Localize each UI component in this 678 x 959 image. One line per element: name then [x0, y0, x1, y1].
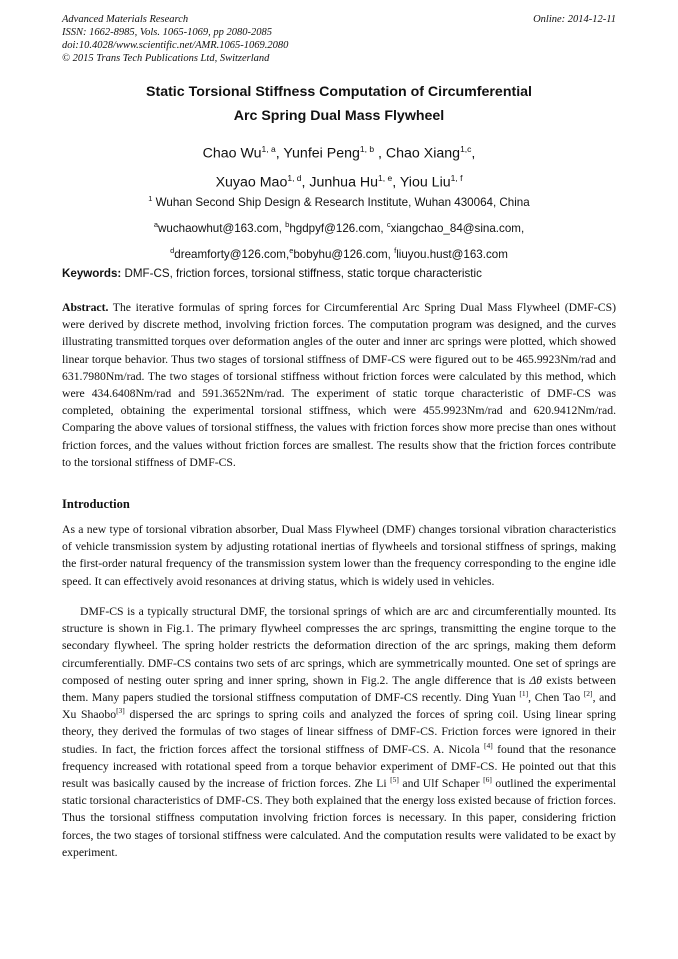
email-sup: b: [285, 219, 290, 229]
affiliation-block: [62, 188, 616, 266]
author-sep: ,: [392, 174, 400, 191]
email-sup: f: [394, 245, 397, 255]
author-sep: ,: [301, 174, 310, 191]
keywords-line: [62, 266, 616, 282]
email-sup: d: [170, 245, 175, 255]
author-sup: 1, e: [378, 172, 393, 183]
citation-ref: [1]: [519, 689, 529, 699]
affiliation-sup: 1: [148, 194, 153, 203]
journal-name: Advanced Materials Research: [62, 14, 189, 25]
section-heading-introduction: Introduction: [62, 497, 130, 511]
author-sep: ,: [374, 145, 386, 162]
author-sup: 1, a: [261, 144, 276, 154]
author-sep: ,: [275, 145, 284, 162]
author-name: Chao Wu: [202, 145, 262, 162]
keywords-label: Keywords:: [62, 267, 122, 280]
intro-paragraph-2: [62, 603, 616, 861]
email-link[interactable]: hgdpyf@126.com: [289, 221, 381, 235]
email-link[interactable]: dreamforty@126.com: [174, 247, 286, 261]
email-sep: ,: [380, 221, 387, 235]
email-sep: ,: [387, 247, 395, 261]
citation-ref: [4]: [484, 740, 493, 750]
abstract-paragraph: [62, 299, 616, 471]
email-sep: ,: [285, 247, 290, 261]
intro-p2-text: found that the resonance frequency increased with rotational speed from a torque behavior experiment of DMF-CS. He pointed out that this result was basically caused by the increase of friction forces. Zhe Li: [62, 742, 616, 791]
email-sup: a: [153, 219, 158, 229]
citation-ref: [3]: [116, 706, 125, 716]
author-name: Xuyao Mao: [215, 174, 288, 191]
author-sep: ,: [471, 145, 476, 162]
author-list: [62, 137, 616, 194]
email-link[interactable]: wuchaowhut@163.com: [158, 221, 279, 235]
affiliation-line: [62, 188, 616, 214]
author-name: Chao Xiang: [385, 145, 461, 162]
online-date: Online: 2014-12-11: [533, 14, 616, 25]
email-sup: e: [289, 245, 294, 255]
author-line-1: [62, 137, 616, 166]
author-name: Yunfei Peng: [283, 145, 360, 162]
affiliation-text: Wuhan Second Ship Design & Research Institute, Wuhan 430064, China: [152, 195, 530, 209]
issn-line: ISSN: 1662-8985, Vols. 1065-1069, pp 2080-2085: [62, 27, 272, 38]
intro-p2-text: and Ulf Schaper: [398, 777, 484, 791]
author-sup: 1, f: [450, 172, 463, 183]
keywords-text: DMF-CS, friction forces, torsional stiffness, static torque characteristic: [121, 267, 482, 280]
citation-ref: [5]: [390, 775, 399, 785]
intro-paragraph-1: As a new type of torsional vibration absorber, Dual Mass Flywheel (DMF) changes torsional vibration characteristics of vehicle transmission system by adjusting rotational inertias of flywheels and torsional stiffness of springs, making the first-order natural frequency of the transmission system lower than the frequency corresponding to the engine idle speed. It can effectively avoid resonances at driving status, which is widely used in vehicles.: [62, 523, 616, 588]
journal-header: [62, 13, 616, 69]
intro-p2-text: DMF-CS is a typically structural DMF, the torsional springs of which are arc and circumferentially mounted. Its structure is shown in Fig.1. The primary flywheel compresses the arc springs, transmitting the engine torque to the secondary flywheel. The spring holder restricts the deformation direction of the arc springs, making them deform circumferentially. DMF-CS contains two sets of arc springs, which are symmetrically mounted. One set of springs are composed of nesting outer spring and inner spring, shown in Fig.2. The angle difference that is: [62, 605, 616, 687]
intro-p2-text: outlined the experimental static torsional characteristics of DMF-CS. They both explained that the energy loss existed because of friction forces. Thus the torsional stiffness computation involving friction forces is necessary. In this paper, considering friction forces, the two stages of torsional stiffness were calculated. And the computation results were validated to be exact by experiment.: [62, 777, 616, 859]
intro-p2-text: exists between them. Many papers studied the torsional stiffness computation of DMF-CS recently. Ding Yuan: [62, 673, 616, 705]
title-line-2: Arc Spring Dual Mass Flywheel: [233, 108, 445, 124]
email-sup: c: [386, 219, 391, 229]
author-name: Junhua Hu: [309, 174, 379, 191]
author-sup: 1,c: [460, 144, 472, 154]
delta-theta-symbol: Δθ: [529, 673, 542, 687]
author-sup: 1, b: [359, 144, 375, 154]
author-sup: 1, d: [287, 172, 302, 183]
email-link[interactable]: xiangchao_84@sina.com: [390, 221, 521, 235]
citation-ref: [2]: [583, 689, 593, 699]
intro-p2-text: , and Xu Shaobo: [62, 691, 616, 722]
intro-p2-text: dispersed the arc springs to spring coils and analyzed the forces of spring coil. Using linear spring theory, they derived the formulas of two stages of linear siffness of DMF-CS. Friction forces were ignored in their studies. In fact, the friction forces affect the torsional stiffness of DMF-CS. A. Nicola: [62, 708, 616, 756]
copyright-line: © 2015 Trans Tech Publications Ltd, Switzerland: [62, 53, 270, 64]
intro-p2-text: , Chen Tao: [528, 691, 584, 705]
email-sep: ,: [520, 221, 525, 235]
email-link[interactable]: liuyou.hust@163.com: [396, 247, 508, 261]
title-line-1: Static Torsional Stiffness Computation of Circumferential: [146, 84, 532, 100]
author-name: Yiou Liu: [399, 174, 451, 191]
email-sep: ,: [278, 221, 286, 235]
email-line-1: [62, 214, 616, 240]
citation-ref: [6]: [483, 775, 492, 785]
abstract-text: The iterative formulas of spring forces for Circumferential Arc Spring Dual Mass Flywheel (DMF-CS) were derived by discrete method, involving friction forces. The computation program was designed, and the curves illustrating transmitted torques over deformation angles of the outer and inner arc springs were plotted, which showed linear torque behavior. Thus two stages of torsional stiffness of DMF-CS were figured out to be 465.9923Nm/rad and 631.7980Nm/rad. The two stages of torsional stiffness without friction forces were calculated by this method, which were 434.6408Nm/rad and 591.3652Nm/rad. The experiment of static torque characteristic of DMF-CS was completed, obtaining the experimental torsional stiffness, which were 455.9923Nm/rad and 620.9412Nm/rad. Comparing the above values of torsional stiffness, the values with friction forces show more precise than ones without friction forces, and the values without friction forces are smallest. The results show that the friction forces contribute to the torsional stiffness of DMF-CS.: [62, 301, 616, 469]
email-link[interactable]: bobyhu@126.com: [293, 247, 388, 261]
abstract-label: Abstract.: [62, 301, 109, 314]
paper-title: [62, 80, 616, 128]
email-line-2: [62, 240, 616, 266]
doi-line: doi:10.4028/www.scientific.net/AMR.1065-1069.2080: [62, 40, 289, 51]
